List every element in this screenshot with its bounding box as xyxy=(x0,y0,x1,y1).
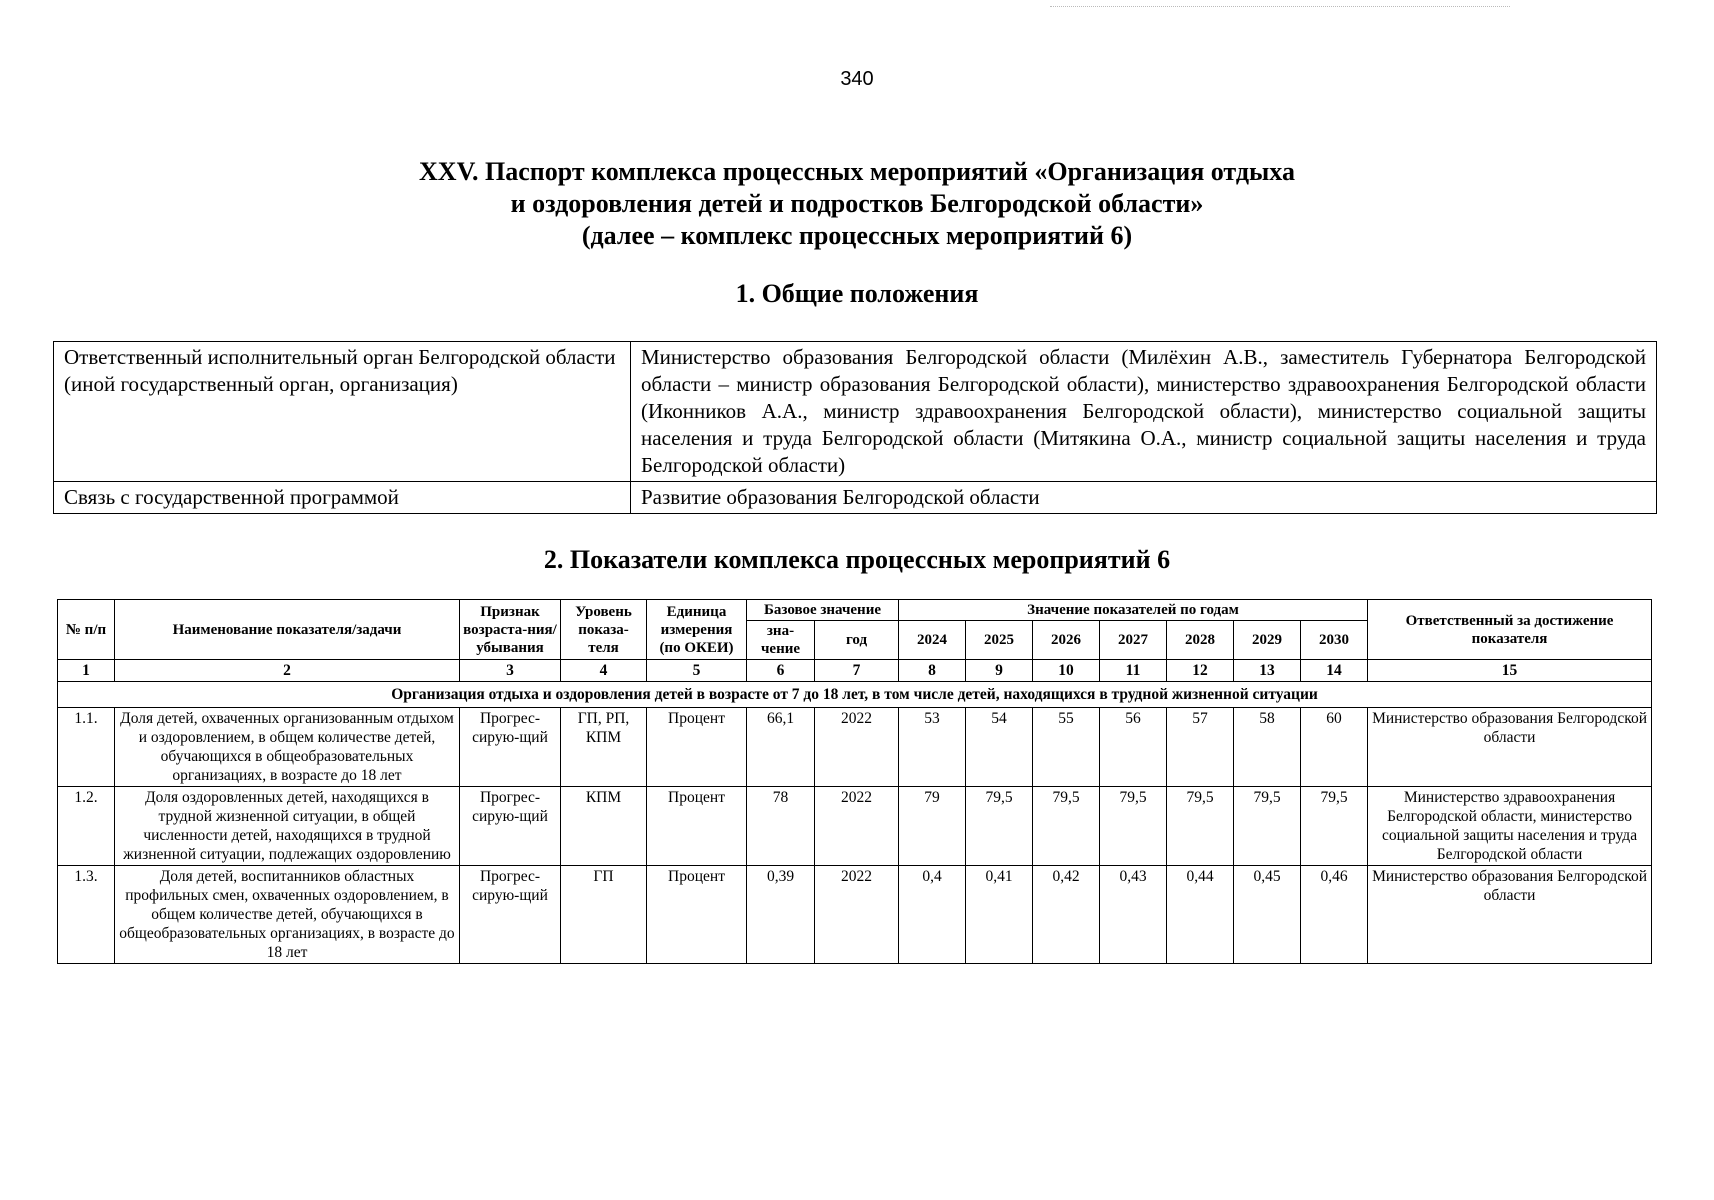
row-year-value: 54 xyxy=(966,708,1033,787)
section-2-heading: 2. Показатели комплекса процессных мероприятий 6 xyxy=(543,545,1171,574)
row-year-value: 79,5 xyxy=(966,787,1033,866)
header-base-year: год xyxy=(815,621,899,660)
row-responsible: Министерство образования Белгородской области xyxy=(1368,708,1652,787)
column-number: 7 xyxy=(815,660,899,682)
column-number: 2 xyxy=(115,660,460,682)
general-row-responsible xyxy=(54,342,1657,482)
row-year-value: 0,4 xyxy=(899,866,966,964)
column-number: 10 xyxy=(1033,660,1100,682)
row-year-value: 0,42 xyxy=(1033,866,1100,964)
row-name: Доля детей, охваченных организованным отдыхом и оздоровлением, в общем количестве детей, обучающихся в общеобразовательных организациях, в возрасте до 18 лет xyxy=(115,708,460,787)
group-title-row xyxy=(58,682,1652,708)
row-year-value: 79,5 xyxy=(1167,787,1234,866)
row-year-value: 0,44 xyxy=(1167,866,1234,964)
general-label: Ответственный исполнительный орган Белгородской области (иной государственный орган, организация) xyxy=(54,342,631,482)
header-year: 2028 xyxy=(1167,621,1234,660)
row-sign: Прогрес-сирую-щий xyxy=(460,866,561,964)
row-year-value: 56 xyxy=(1100,708,1167,787)
column-numbers-row xyxy=(58,660,1652,682)
row-level: КПМ xyxy=(561,787,647,866)
column-number: 3 xyxy=(460,660,561,682)
header-unit: Единица измерения (по ОКЕИ) xyxy=(647,600,747,660)
column-number: 13 xyxy=(1234,660,1301,682)
column-number: 12 xyxy=(1167,660,1234,682)
section-1-heading: 1. Общие положения xyxy=(735,279,979,308)
row-responsible: Министерство здравоохранения Белгородской области, министерство социальной защиты населения и труда Белгородской области xyxy=(1368,787,1652,866)
column-number: 14 xyxy=(1301,660,1368,682)
header-row-1 xyxy=(58,600,1652,621)
row-base-year: 2022 xyxy=(815,708,899,787)
header-year: 2026 xyxy=(1033,621,1100,660)
row-sign: Прогрес-сирую-щий xyxy=(460,787,561,866)
header-year: 2024 xyxy=(899,621,966,660)
row-base-value: 0,39 xyxy=(747,866,815,964)
column-number: 5 xyxy=(647,660,747,682)
column-number: 1 xyxy=(58,660,115,682)
row-year-value: 79,5 xyxy=(1234,787,1301,866)
column-number: 9 xyxy=(966,660,1033,682)
general-row-program xyxy=(54,482,1657,514)
row-year-value: 60 xyxy=(1301,708,1368,787)
row-year-value: 79,5 xyxy=(1301,787,1368,866)
row-base-value: 66,1 xyxy=(747,708,815,787)
row-name: Доля оздоровленных детей, находящихся в трудной жизненной ситуации, в общей численности детей, находящихся в трудной жизненной ситуации, подлежащих оздоровлению xyxy=(115,787,460,866)
title-line-3: (далее – комплекс процессных мероприятий 6) xyxy=(581,221,1133,250)
row-year-value: 0,45 xyxy=(1234,866,1301,964)
row-year-value: 58 xyxy=(1234,708,1301,787)
title-line-2: и оздоровления детей и подростков Белгородской области» xyxy=(510,189,1204,218)
table-row xyxy=(58,787,1652,866)
scan-artifact xyxy=(1050,6,1510,9)
document-title xyxy=(0,156,1714,252)
header-base-value: зна-чение xyxy=(747,621,815,660)
header-base: Базовое значение xyxy=(747,600,899,621)
header-name: Наименование показателя/задачи xyxy=(115,600,460,660)
row-level: ГП, РП, КПМ xyxy=(561,708,647,787)
row-year-value: 55 xyxy=(1033,708,1100,787)
row-year-value: 0,41 xyxy=(966,866,1033,964)
column-number: 15 xyxy=(1368,660,1652,682)
general-value: Развитие образования Белгородской области xyxy=(631,482,1657,514)
row-year-value: 57 xyxy=(1167,708,1234,787)
table-row xyxy=(58,866,1652,964)
column-number: 4 xyxy=(561,660,647,682)
header-responsible: Ответственный за достижение показателя xyxy=(1368,600,1652,660)
row-year-value: 53 xyxy=(899,708,966,787)
row-name: Доля детей, воспитанников областных профильных смен, охваченных оздоровлением, в общем количестве детей, обучающихся в общеобразовательных организациях, в возрасте до 18 лет xyxy=(115,866,460,964)
column-number: 11 xyxy=(1100,660,1167,682)
row-unit: Процент xyxy=(647,787,747,866)
header-year: 2029 xyxy=(1234,621,1301,660)
row-year-value: 79,5 xyxy=(1100,787,1167,866)
row-num: 1.1. xyxy=(58,708,115,787)
column-number: 8 xyxy=(899,660,966,682)
header-sign: Признак возраста-ния/ убывания xyxy=(460,600,561,660)
general-value: Министерство образования Белгородской области (Милёхин А.В., заместитель Губернатора Белгородской области – министр образования Белгородской области), министерство здравоохранения Белгородской области (Иконников А.А., министр здравоохранения Белгородской области), министерство социальной защиты населения и труда Белгородской области (Митякина О.А., министр социальной защиты населения и труда Белгородской области) xyxy=(631,342,1657,482)
header-year: 2027 xyxy=(1100,621,1167,660)
table-row xyxy=(58,708,1652,787)
header-num: № п/п xyxy=(58,600,115,660)
header-year: 2025 xyxy=(966,621,1033,660)
column-number: 6 xyxy=(747,660,815,682)
row-base-value: 78 xyxy=(747,787,815,866)
row-unit: Процент xyxy=(647,708,747,787)
group-title: Организация отдыха и оздоровления детей в возрасте от 7 до 18 лет, в том числе детей, находящихся в трудной жизненной ситуации xyxy=(58,682,1652,708)
row-sign: Прогрес-сирую-щий xyxy=(460,708,561,787)
row-year-value: 0,46 xyxy=(1301,866,1368,964)
row-year-value: 79 xyxy=(899,787,966,866)
page-number: 340 xyxy=(840,68,874,90)
row-num: 1.3. xyxy=(58,866,115,964)
header-year: 2030 xyxy=(1301,621,1368,660)
row-year-value: 0,43 xyxy=(1100,866,1167,964)
general-provisions-table xyxy=(53,341,1657,514)
row-base-year: 2022 xyxy=(815,866,899,964)
title-line-1: XXV. Паспорт комплекса процессных мероприятий «Организация отдыха xyxy=(419,157,1295,186)
header-years-title: Значение показателей по годам xyxy=(899,600,1368,621)
row-year-value: 79,5 xyxy=(1033,787,1100,866)
row-num: 1.2. xyxy=(58,787,115,866)
row-responsible: Министерство образования Белгородской области xyxy=(1368,866,1652,964)
row-level: ГП xyxy=(561,866,647,964)
general-label: Связь с государственной программой xyxy=(54,482,631,514)
header-level: Уровень показа-теля xyxy=(561,600,647,660)
row-base-year: 2022 xyxy=(815,787,899,866)
row-unit: Процент xyxy=(647,866,747,964)
indicators-table xyxy=(57,599,1652,964)
